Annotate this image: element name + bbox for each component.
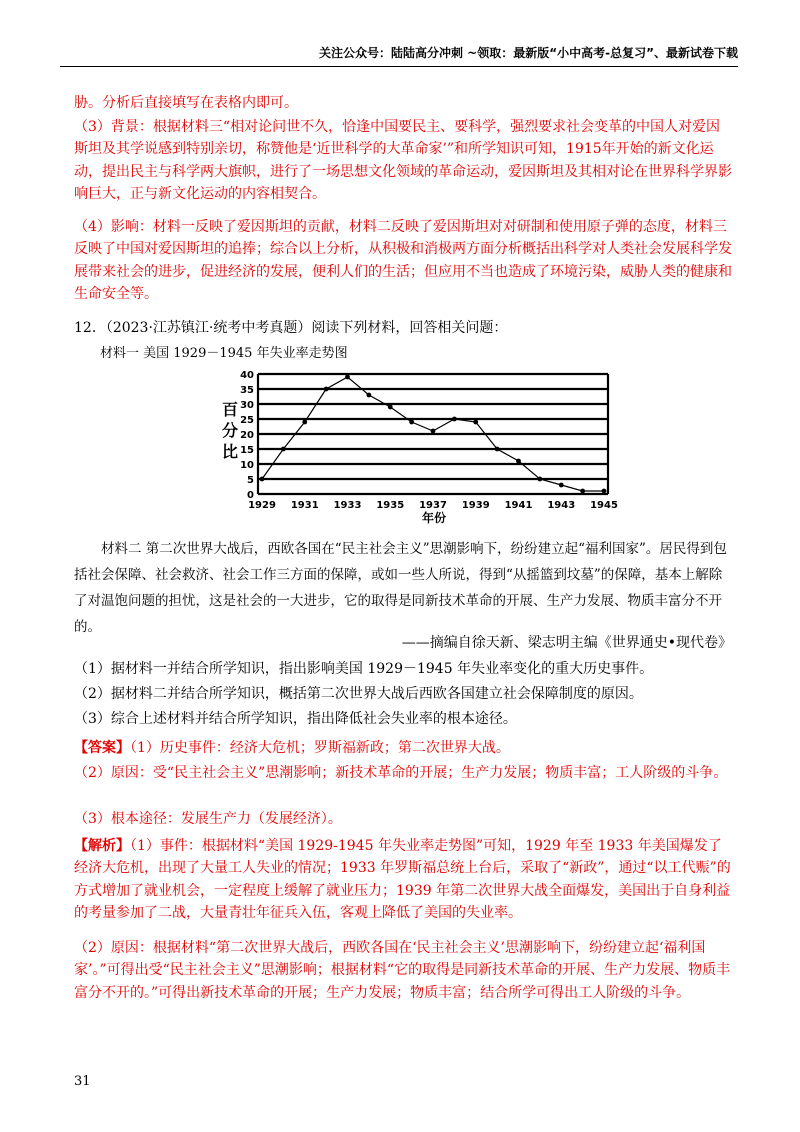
- analysis-1-text: （1）事件：根据材料“美国 1929-1945 年失业率走势图”可知，1929 年至 1933 年美国爆发了经济大危机，出现了大量工人失业的情况；1933 年罗斯福总统上台后，采取了“新政”，通过“以工代赈”的方式增加了就业机会，一定程度上缓解了就业压力；1939 年第二次世界大战全面爆发，美国出于自身利益的考量参加了二战，大量青壮年征兵入伍，客观上降低了美国的失业率。: [74, 838, 731, 922]
- data-point: [431, 429, 436, 434]
- y-tick-label: 20: [240, 430, 254, 441]
- data-point: [281, 447, 286, 452]
- y-tick-label: 30: [240, 400, 254, 411]
- question-title: 12．（2023·江苏镇江·统考中考真题）阅读下列材料，回答相关问题：: [74, 320, 508, 336]
- y-tick-label: 25: [240, 415, 254, 426]
- x-tick-label: 1939: [461, 500, 490, 511]
- question-1: （1）据材料一并结合所学知识，指出影响美国 1929－1945 年失业率变化的重大历史事件。: [74, 661, 654, 677]
- unemployment-chart: [214, 362, 618, 527]
- material-2-source: ——摘编自徐天新、梁志明主编《世界通史•现代卷》: [401, 635, 732, 651]
- analysis-1: [74, 835, 734, 925]
- prev-continuation: 胁。分析后直接填写在表格内即可。: [74, 95, 298, 111]
- page-number: 31: [74, 1074, 91, 1089]
- x-tick-label: 1929: [248, 500, 276, 511]
- data-point: [580, 489, 585, 494]
- data-point: [602, 489, 607, 494]
- data-point: [366, 393, 371, 398]
- y-tick-label: 5: [247, 475, 254, 486]
- data-point: [260, 477, 265, 482]
- material-2: 材料二 第二次世界大战后，西欧各国在“民主社会主义”思潮影响下，纷纷建立起“福利国家”。居民得到包括社会保障、社会救济、社会工作三方面的保障，或如一些人所说，得到“从摇篮到坟墓”的保障，基本上解除了对温饱问题的担忧，这是社会的一大进步，它的取得是同新技术革命的开展、生产力发展、物质丰富分不开的。: [74, 541, 727, 635]
- x-tick-label: 1937: [419, 500, 447, 511]
- analysis-2: （2）原因：根据材料“第二次世界大战后，西欧各国在‘民主社会主义’思潮影响下，纷纷建立起‘福利国家’。”可得出受“民主社会主义”思潮影响；根据材料“它的取得是同新技术革命的开展、生产力发展、物质丰富分不开的。”可得出新技术革命的开展；生产力发展；物质丰富；结合所学可得出工人阶级的斗争。: [74, 940, 731, 1001]
- x-tick-label: 1945: [590, 500, 618, 511]
- x-tick-label: 1941: [504, 500, 533, 511]
- data-point: [516, 459, 521, 464]
- prev-impact: （4）影响：材料一反映了爱因斯坦的贡献，材料二反映了爱因斯坦对对研制和使用原子弹的态度，材料三反映了中国对爱因斯坦的追捧；综合以上分析，从积极和消极两方面分析概括出科学对人类社会发展科学发展带来社会的进步，促进经济的发展，便利人们的生活；但应用不当也造成了环境污染，威胁人类的健康和生命安全等。: [74, 219, 732, 303]
- x-tick-label: 1943: [547, 500, 576, 511]
- data-point: [302, 420, 307, 425]
- x-axis-title: 年份: [421, 511, 447, 525]
- data-point: [388, 405, 393, 410]
- page-header: 关注公众号：陆陆高分冲刺 ~领取：最新版“小中高考-总复习”、最新试卷下载: [319, 46, 738, 60]
- data-point: [537, 477, 542, 482]
- question-3: （3）综合上述材料并结合所学知识，指出降低社会失业率的根本途径。: [74, 711, 517, 727]
- x-tick-label: 1935: [376, 500, 405, 511]
- prev-background: （3）背景：根据材料三“相对论问世不久，恰逢中国要民主、要科学，强烈要求社会变革的中国人对爱因斯坦及其学说感到特别亲切，称赞他是‘近世科学的大革命家’”和所学知识可知，1915年开始的新文化运动，提出民主与科学两大旗帜，进行了一场思想文化领域的革命运动，爱因斯坦及其相对论在世界科学界影响巨大，正与新文化运动的内容相契合。: [74, 119, 732, 203]
- data-point: [345, 375, 350, 380]
- answer-tag: 【答案】: [74, 740, 130, 756]
- data-point: [559, 483, 564, 488]
- answer-line-1: [74, 737, 734, 759]
- x-tick-label: 1933: [333, 500, 362, 511]
- header-divider: [60, 66, 738, 67]
- y-tick-label: 10: [240, 460, 254, 471]
- data-point: [324, 387, 329, 392]
- answer-2: （2）原因：受“民主社会主义”思潮影响；新技术革命的开展；生产力发展；物质丰富；工人阶级的斗争。: [74, 765, 728, 781]
- data-point: [495, 447, 500, 452]
- data-point: [473, 420, 478, 425]
- y-tick-label: 0: [247, 490, 254, 501]
- y-tick-label: 40: [240, 370, 254, 381]
- x-tick-label: 1931: [290, 500, 319, 511]
- analysis-tag: 【解析】: [74, 838, 130, 854]
- material-1-label: 材料一 美国 1929－1945 年失业率走势图: [100, 346, 348, 361]
- question-2: （2）据材料二并结合所学知识，概括第二次世界大战后西欧各国建立社会保障制度的原因。: [74, 686, 643, 702]
- y-tick-label: 15: [240, 445, 254, 456]
- y-tick-label: 35: [240, 385, 254, 396]
- answer-3: （3）根本途径：发展生产力（发展经济）。: [74, 811, 342, 827]
- answer-1: （1）历史事件：经济大危机；罗斯福新政；第二次世界大战。: [130, 740, 510, 756]
- data-point: [409, 420, 414, 425]
- y-axis-title: 百 分 比: [222, 400, 239, 461]
- data-point: [452, 417, 457, 422]
